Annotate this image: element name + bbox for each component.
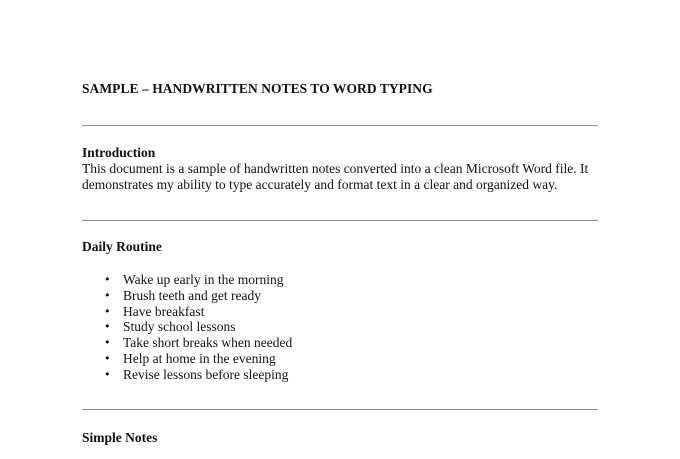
horizontal-rule xyxy=(82,409,598,410)
bullet-icon: • xyxy=(104,304,111,318)
bullet-icon: • xyxy=(104,367,111,381)
introduction-paragraph xyxy=(82,161,602,193)
horizontal-rule xyxy=(82,220,598,221)
paragraph-line: This document is a sample of handwritten notes converted into a clean Microsoft Word file. It xyxy=(82,161,589,176)
bullet-icon: • xyxy=(104,288,111,302)
list-item-text: Wake up early in the morning xyxy=(123,272,284,287)
bullet-icon: • xyxy=(104,351,111,365)
bullet-icon: • xyxy=(104,336,111,350)
section-heading-introduction: Introduction xyxy=(82,145,156,160)
bullet-icon: • xyxy=(104,273,111,286)
list-item-text: Brush teeth and get ready xyxy=(123,287,261,303)
bullet-icon: • xyxy=(104,320,111,334)
document-title: SAMPLE – HANDWRITTEN NOTES TO WORD TYPING xyxy=(82,81,433,96)
section-heading-simple-notes: Simple Notes xyxy=(82,430,158,445)
section-heading-daily-routine: Daily Routine xyxy=(82,239,162,254)
list-item-text: Have breakfast xyxy=(123,303,205,319)
list-item-text: Revise lessons before sleeping xyxy=(123,366,289,382)
paragraph-line: demonstrates my ability to type accurately and format text in a clear and organized way. xyxy=(82,177,558,192)
list-item-text: Take short breaks when needed xyxy=(123,335,293,351)
horizontal-rule xyxy=(82,125,598,126)
list-item-text: Help at home in the evening xyxy=(123,350,276,366)
list-item-text: Study school lessons xyxy=(123,319,236,335)
